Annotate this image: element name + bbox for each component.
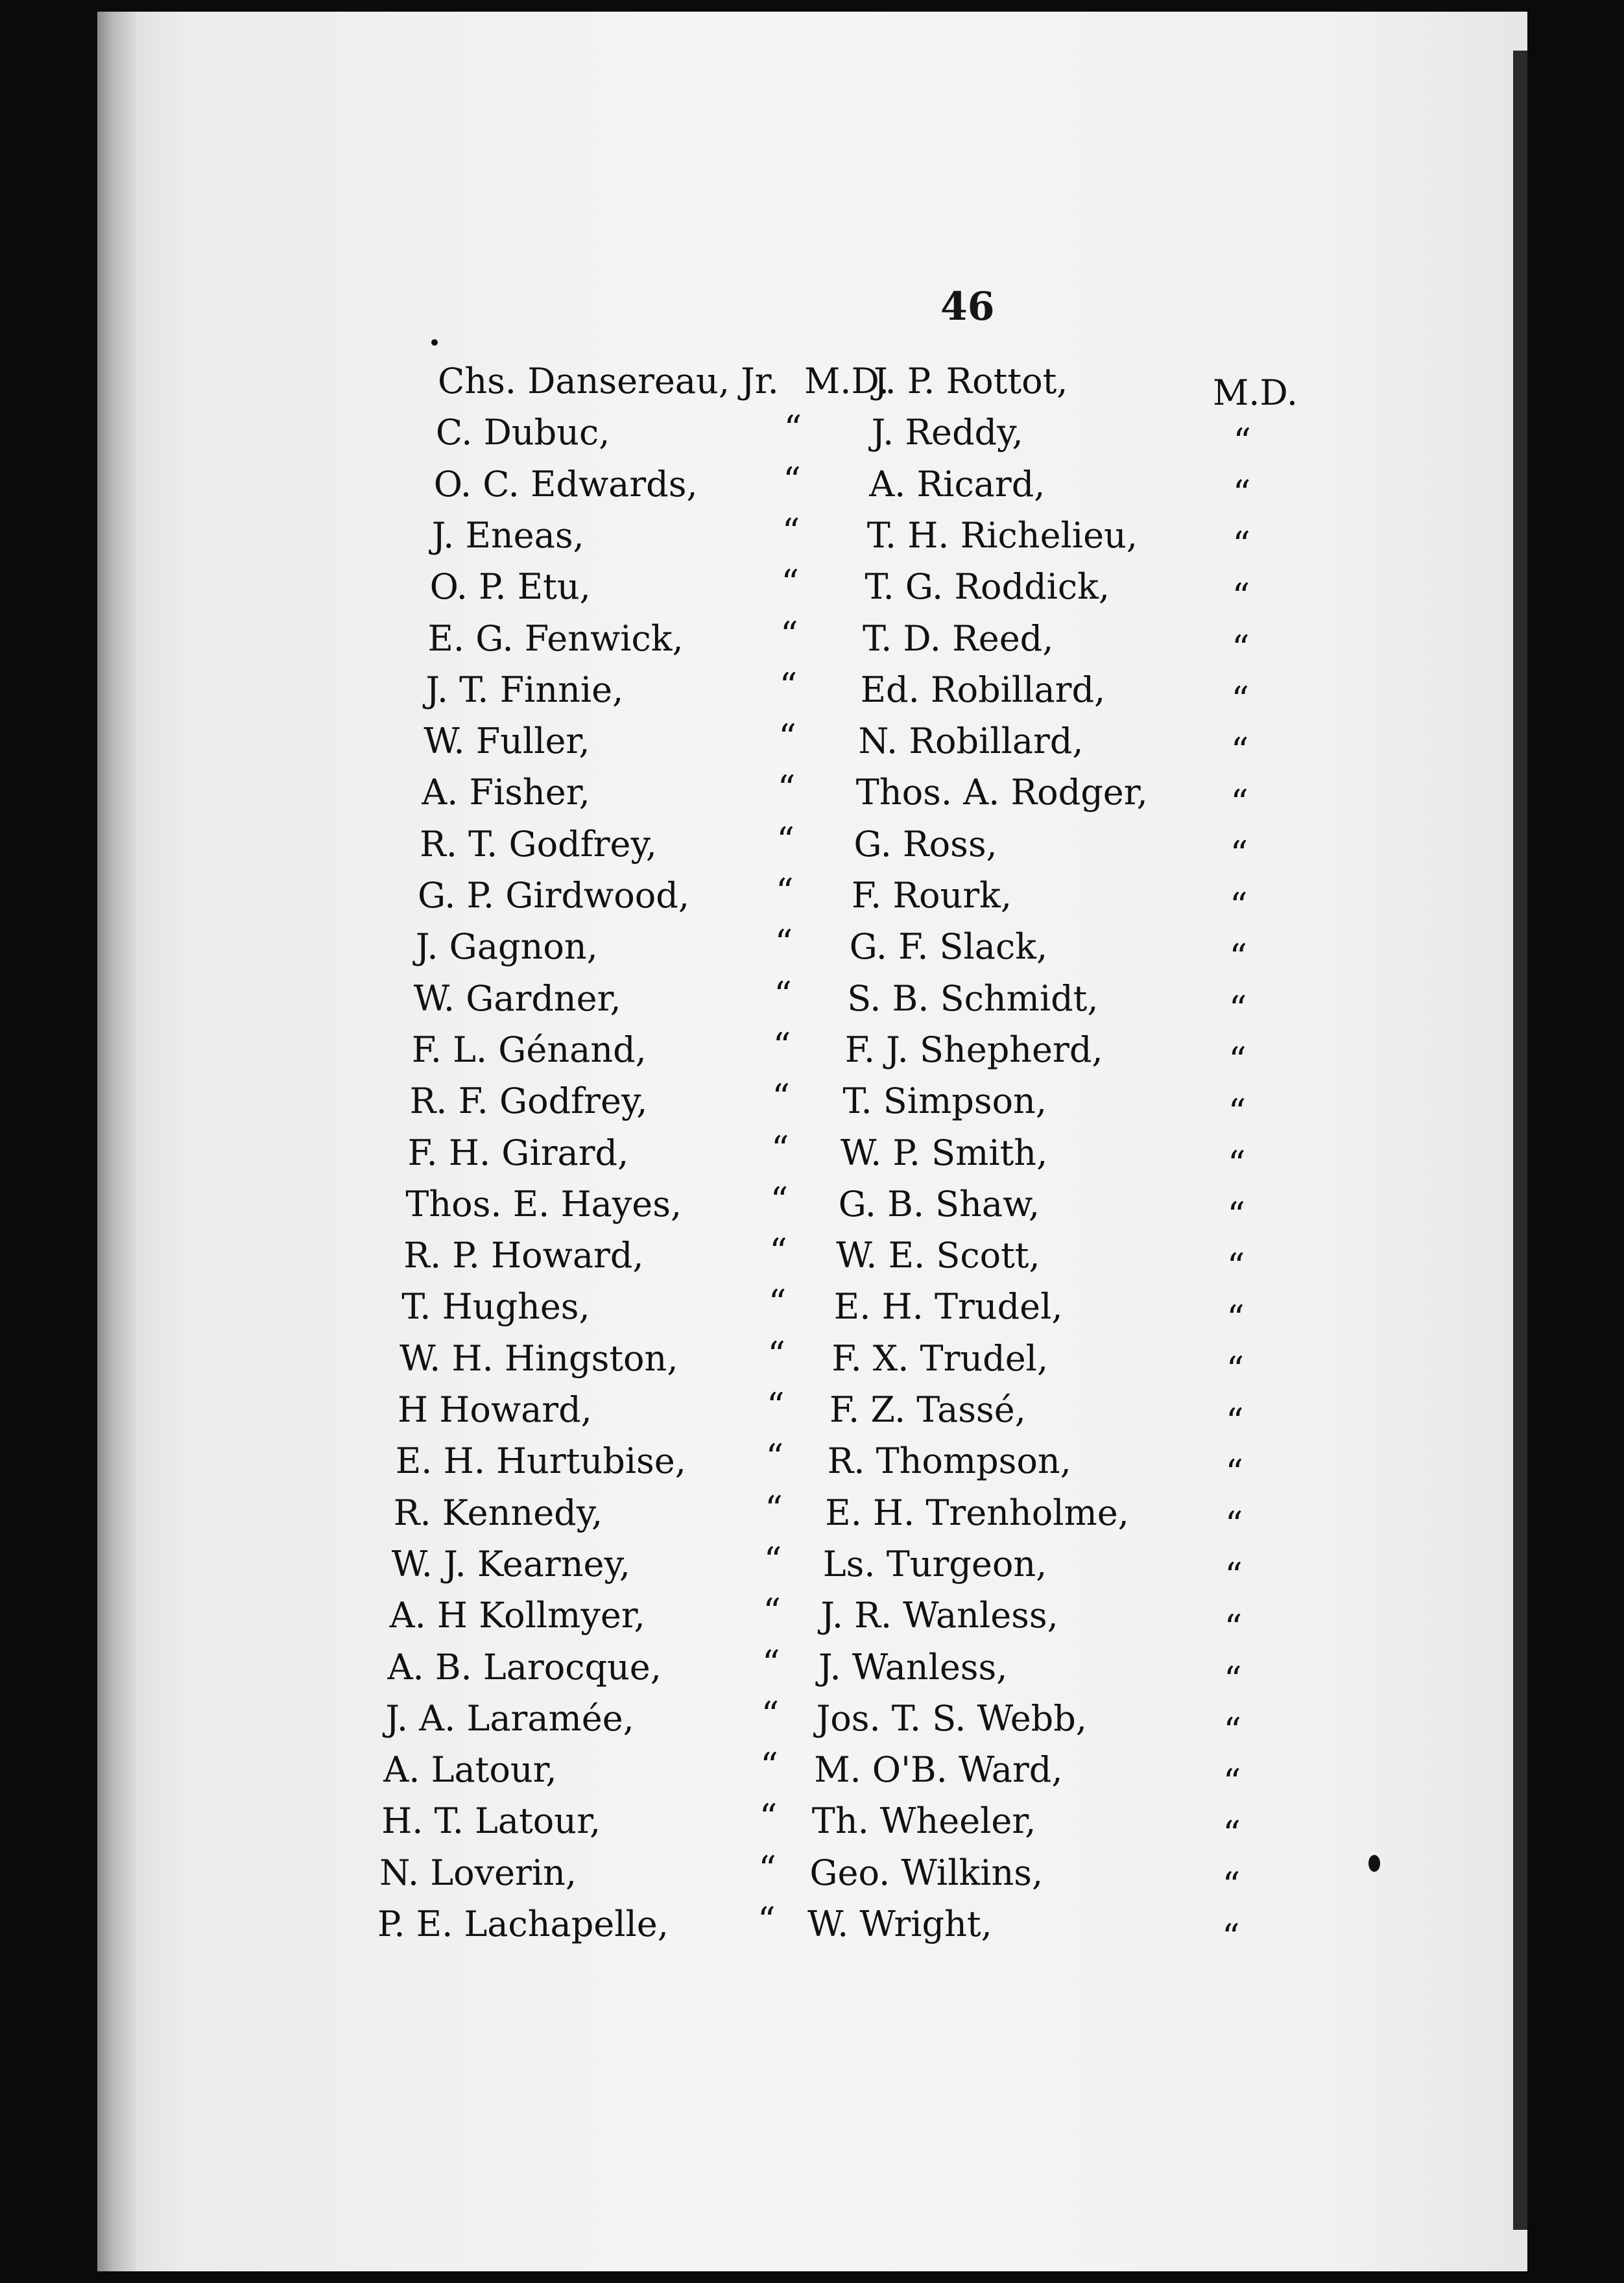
ditto-mark: “ (1228, 988, 1247, 1029)
right-name: T. G. Roddick, (865, 566, 1110, 608)
name-row (97, 407, 1527, 462)
ditto-mark: “ (759, 1797, 778, 1838)
ditto-mark: “ (782, 510, 800, 552)
right-name: F. Rourk, (852, 875, 1012, 916)
right-name: T. H. Richelieu, (866, 514, 1138, 556)
left-name: F. L. Génand, (411, 1029, 647, 1070)
left-title: M.D. (804, 361, 889, 401)
ditto-mark: “ (1223, 1813, 1241, 1854)
left-name: A. Fisher, (422, 772, 590, 813)
name-row (97, 1281, 1527, 1339)
name-row (97, 1127, 1527, 1184)
name-row (97, 1333, 1527, 1391)
name-row (97, 1795, 1527, 1854)
right-name: T. D. Reed, (863, 617, 1054, 659)
left-name: A. H Kollmyer, (389, 1595, 645, 1636)
ditto-mark: “ (777, 768, 796, 809)
ditto-mark: “ (772, 1077, 790, 1118)
left-name: Chs. Dansereau, Jr. (438, 361, 779, 401)
left-name: R. P. Howard, (403, 1235, 644, 1276)
name-row (97, 1384, 1527, 1442)
left-name: H Howard, (398, 1389, 592, 1430)
right-name: W. E. Scott, (836, 1235, 1040, 1276)
ditto-mark: “ (1230, 885, 1248, 926)
name-row (97, 1075, 1527, 1132)
ditto-mark: “ (1223, 1762, 1241, 1803)
right-name: F. J. Shepherd, (844, 1029, 1103, 1070)
ditto-mark: “ (1226, 1297, 1245, 1339)
left-name: Thos. E. Hayes, (405, 1183, 682, 1225)
right-name: J. Wanless, (818, 1646, 1008, 1688)
name-row (97, 613, 1527, 669)
name-row (97, 819, 1527, 875)
ditto-mark: “ (781, 562, 799, 604)
right-name: J. R. Wanless, (820, 1595, 1058, 1636)
left-name: R. Kennedy, (393, 1492, 603, 1533)
ditto-mark: “ (1230, 833, 1248, 875)
right-name: S. B. Schmidt, (847, 977, 1099, 1019)
ditto-mark: “ (1228, 1040, 1247, 1081)
left-name: O. C. Edwards, (433, 463, 698, 505)
name-row (97, 355, 1527, 413)
ditto-mark: “ (1229, 937, 1247, 978)
left-name: W. Fuller, (424, 721, 590, 762)
name-row (97, 510, 1527, 566)
ditto-mark: “ (765, 1488, 783, 1529)
name-row (97, 1744, 1527, 1803)
left-name: A. Latour, (383, 1749, 557, 1791)
right-title: M.D. (1213, 372, 1298, 413)
ink-speck (431, 339, 438, 346)
ditto-mark: “ (760, 1745, 778, 1787)
ditto-mark: “ (1222, 1917, 1240, 1957)
ditto-mark: “ (769, 1231, 787, 1273)
left-name: P. E. Lachapelle, (377, 1904, 669, 1944)
left-name: C. Dubuc, (435, 412, 610, 453)
right-name: N. Robillard, (858, 721, 1084, 762)
ditto-mark: “ (774, 974, 792, 1015)
ditto-mark: “ (1226, 1401, 1244, 1442)
left-name: W. J. Kearney, (391, 1543, 630, 1584)
right-name: Thos. A. Rodger, (855, 772, 1148, 813)
left-name: W. H. Hingston, (400, 1337, 678, 1379)
ditto-mark: “ (1224, 1555, 1243, 1597)
ink-speck (1368, 1855, 1380, 1872)
ditto-mark: “ (1228, 1091, 1247, 1132)
left-name: T. Hughes, (401, 1286, 590, 1328)
right-name: E. H. Trudel, (833, 1286, 1063, 1328)
ditto-mark: “ (1230, 730, 1249, 772)
ditto-mark: “ (1222, 1865, 1241, 1906)
ditto-mark: “ (780, 614, 798, 655)
right-name: Th. Wheeler, (811, 1800, 1036, 1842)
ditto-mark: “ (761, 1693, 780, 1735)
left-name: R. F. Godfrey, (409, 1081, 648, 1122)
ditto-mark: “ (765, 1437, 784, 1478)
name-row (97, 459, 1527, 514)
left-name: J. Gagnon, (415, 926, 598, 968)
left-name: F. H. Girard, (407, 1132, 629, 1173)
left-name: J. T. Finnie, (425, 669, 624, 710)
name-row (97, 1898, 1527, 1957)
name-row (97, 973, 1527, 1029)
name-row (97, 561, 1527, 617)
name-row (97, 1693, 1527, 1751)
ditto-mark: “ (767, 1333, 785, 1375)
ditto-mark: “ (783, 459, 801, 501)
right-name: E. H. Trenholme, (825, 1492, 1129, 1533)
name-row (97, 1230, 1527, 1287)
name-row (97, 921, 1527, 978)
right-name: Ls. Turgeon, (822, 1543, 1047, 1584)
name-row (97, 1590, 1527, 1648)
right-name: T. Simpson, (842, 1081, 1047, 1122)
left-name: O. P. Etu, (429, 566, 591, 608)
right-name: J. Reddy, (871, 412, 1023, 453)
ditto-mark: “ (763, 1591, 781, 1632)
left-name: H. T. Latour, (381, 1800, 601, 1842)
ditto-mark: “ (1232, 472, 1251, 514)
right-name: F. X. Trudel, (831, 1337, 1049, 1379)
right-name: W. P. Smith, (841, 1132, 1048, 1173)
ditto-mark: “ (1226, 1349, 1245, 1391)
ditto-mark: “ (763, 1539, 782, 1581)
ditto-mark: “ (1232, 575, 1250, 617)
right-name: W. Wright, (807, 1904, 992, 1944)
right-name: A. Ricard, (869, 463, 1045, 505)
ditto-mark: “ (1228, 1143, 1246, 1184)
left-name: W. Gardner, (413, 977, 621, 1019)
ditto-mark: “ (776, 871, 794, 912)
ditto-mark: “ (770, 1179, 789, 1221)
ditto-mark: “ (1227, 1194, 1245, 1236)
right-name: R. Thompson, (827, 1440, 1071, 1482)
name-row (97, 664, 1527, 720)
name-row (97, 1024, 1527, 1081)
ditto-mark: “ (1224, 1607, 1243, 1648)
name-row (97, 1847, 1527, 1906)
ditto-mark: “ (1233, 421, 1251, 462)
left-name: A. B. Larocque, (387, 1646, 662, 1688)
name-row (97, 1435, 1527, 1494)
name-row (97, 767, 1527, 823)
left-name: R. T. Godfrey, (420, 823, 657, 865)
ditto-mark: “ (1225, 1452, 1243, 1494)
right-name: Jos. T. S. Webb, (816, 1697, 1087, 1739)
left-name: G. P. Girdwood, (418, 875, 690, 916)
ditto-mark: “ (779, 665, 798, 706)
right-name: F. Z. Tassé, (830, 1389, 1026, 1430)
right-name: M. O'B. Ward, (814, 1749, 1063, 1791)
ditto-mark: “ (778, 717, 796, 758)
ditto-mark: “ (1230, 782, 1248, 823)
name-row (97, 1642, 1527, 1700)
ditto-mark: “ (1224, 1503, 1243, 1545)
name-row (97, 870, 1527, 926)
right-name: G. F. Slack, (849, 926, 1048, 968)
ditto-mark: “ (1226, 1246, 1245, 1287)
right-name: G. B. Shaw, (838, 1183, 1040, 1225)
name-row (97, 715, 1527, 772)
names-list (97, 12, 1527, 2271)
ditto-mark: “ (758, 1900, 776, 1941)
left-name: E. G. Fenwick, (427, 617, 684, 659)
ditto-mark: “ (1224, 1658, 1242, 1700)
right-name: Ed. Robillard, (860, 669, 1106, 710)
ditto-mark: “ (1231, 678, 1249, 720)
left-name: J. Eneas, (431, 514, 584, 556)
name-row (97, 1178, 1527, 1236)
ditto-mark: “ (768, 1282, 787, 1324)
ditto-mark: “ (1223, 1710, 1241, 1751)
left-name: N. Loverin, (379, 1852, 577, 1893)
ditto-mark: “ (762, 1642, 780, 1684)
name-row (97, 1487, 1527, 1545)
right-name: Geo. Wilkins, (809, 1852, 1044, 1893)
ditto-mark: “ (776, 819, 794, 861)
ditto-mark: “ (1232, 627, 1250, 669)
ditto-mark: “ (771, 1128, 789, 1169)
left-name: E. H. Hurtubise, (395, 1440, 686, 1482)
left-name: J. A. Laramée, (385, 1697, 634, 1739)
page-number: 46 (940, 284, 995, 329)
right-name: G. Ross, (854, 823, 997, 865)
ditto-mark: “ (758, 1848, 776, 1889)
book-page (97, 12, 1527, 2271)
ditto-mark: “ (772, 1025, 791, 1066)
ditto-mark: “ (774, 922, 793, 964)
right-name: J. P. Rottot, (874, 361, 1068, 401)
ditto-mark: “ (783, 408, 802, 449)
name-row (97, 1538, 1527, 1597)
ditto-mark: “ (1232, 524, 1250, 566)
ditto-mark: “ (767, 1385, 785, 1426)
